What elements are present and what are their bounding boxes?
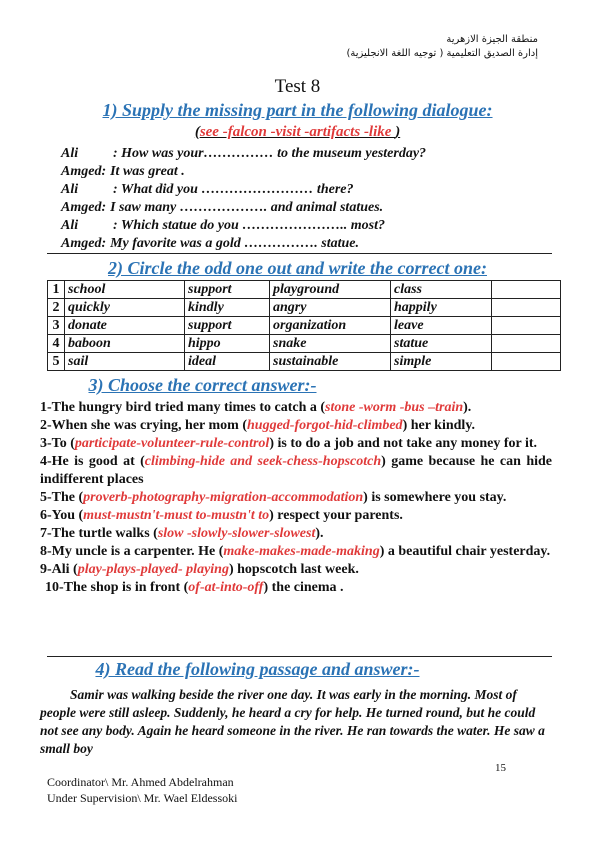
question-item: [40, 399, 552, 417]
question-options[interactable]: play-plays-played- playing: [77, 562, 229, 577]
question-tail: ) respect your parents.: [269, 508, 403, 523]
question-stem: 7-The turtle walks (: [40, 526, 158, 541]
row-number: 1: [48, 281, 65, 299]
dialogue-line: [61, 163, 426, 181]
question-options[interactable]: participate-volunteer-rule-control: [74, 436, 270, 451]
section1-heading: 1) Supply the missing part in the following dialogue:: [102, 100, 493, 120]
question-stem: 1-The hungry bird tried many times to catch a (: [40, 400, 326, 415]
word-cell: donate: [65, 317, 185, 335]
question-stem: 4-He is good at (: [40, 454, 145, 469]
word-cell: playground: [270, 281, 391, 299]
dialogue-line: [61, 199, 426, 217]
table-row: [48, 335, 561, 353]
question-tail: ).: [463, 400, 472, 415]
question-tail: ) her kindly.: [402, 418, 476, 433]
question-options[interactable]: make-makes-made-making: [223, 544, 380, 559]
question-item: [40, 579, 552, 597]
footer-coordinator: Coordinator\ Mr. Ahmed Abdelrahman: [47, 775, 234, 789]
word-cell: support: [185, 281, 270, 299]
answer-cell[interactable]: [492, 317, 561, 335]
table-row: [48, 317, 561, 335]
answer-cell[interactable]: [492, 281, 561, 299]
question-item: [40, 489, 552, 507]
question-stem: 3-To (: [40, 436, 75, 451]
question-tail: ) is to do a job and not take any money for it.: [269, 436, 538, 451]
row-number: 5: [48, 353, 65, 371]
question-stem: 6-You (: [40, 508, 84, 523]
table-row: [48, 299, 561, 317]
odd-one-out-table: [47, 280, 561, 371]
word-cell: angry: [270, 299, 391, 317]
question-options[interactable]: proverb-photography-migration-accommodation: [83, 490, 364, 505]
dialogue-line: [61, 181, 426, 199]
dialogue-text: : What did you …………………… there?: [113, 182, 354, 197]
word-cell: snake: [270, 335, 391, 353]
word-cell: organization: [270, 317, 391, 335]
question-options[interactable]: climbing-hide and seek-chess-hopscotch: [144, 454, 382, 469]
dialogue-speaker: Amged:: [61, 164, 107, 179]
dialogue-text: It was great .: [110, 164, 185, 179]
question-item: [40, 507, 552, 525]
row-number: 2: [48, 299, 65, 317]
section2-heading: 2) Circle the odd one out and write the correct one:: [108, 258, 487, 278]
question-tail: ) game because he can hide indifferent places: [40, 454, 552, 487]
word-cell: baboon: [65, 335, 185, 353]
word-cell: kindly: [185, 299, 270, 317]
question-item: [40, 525, 552, 543]
question-options[interactable]: of-at-into-off: [188, 580, 264, 595]
question-tail: ) is somewhere you stay.: [363, 490, 507, 505]
table-row: [48, 281, 561, 299]
question-options[interactable]: hugged-forgot-hid-climbed: [247, 418, 403, 433]
question-tail: ).: [315, 526, 324, 541]
arabic-header-line2: إدارة الصديق التعليمية ( توجيه اللغة الانجليزية): [346, 48, 538, 59]
question-options[interactable]: slow -slowly-slower-slowest: [157, 526, 316, 541]
dialogue-line: [61, 235, 426, 253]
dialogue-text: My favorite was a gold ……………. statue.: [110, 236, 359, 251]
dialogue-line: [61, 145, 426, 163]
question-stem: 10-The shop is in front (: [45, 580, 189, 595]
word-cell: hippo: [185, 335, 270, 353]
row-number: 3: [48, 317, 65, 335]
dialogue-text: : Which statue do you ………………….. most?: [113, 218, 385, 233]
dialogue-line: [61, 217, 426, 235]
reading-passage: Samir was walking beside the river one day. It was early in the morning. Most of people were still asleep. Suddenly, he heard a cry for help. He turned round, but he could not see any body. Again he heard someone in the river. He ran towards the water. He saw a small boy: [40, 687, 545, 756]
dialogue: [61, 145, 426, 253]
answer-cell[interactable]: [492, 353, 561, 371]
table-row: [48, 353, 561, 371]
dialogue-text: I saw many ………………. and animal statues.: [110, 200, 384, 215]
word-cell: ideal: [185, 353, 270, 371]
section4-heading: 4) Read the following passage and answer:-: [95, 659, 420, 679]
question-item: [40, 417, 552, 435]
word-cell: sustainable: [270, 353, 391, 371]
word-cell: simple: [391, 353, 492, 371]
question-item: [40, 561, 552, 579]
word-cell: class: [391, 281, 492, 299]
arabic-header-line1: منطقة الجيزة الازهرية: [446, 34, 538, 45]
question-item: [40, 435, 552, 453]
answer-cell[interactable]: [492, 335, 561, 353]
dialogue-speaker: Amged:: [61, 236, 107, 251]
word-cell: statue: [391, 335, 492, 353]
footer-supervision: Under Supervision\ Mr. Wael Eldessoki: [47, 791, 238, 805]
word-cell: sail: [65, 353, 185, 371]
word-cell: happily: [391, 299, 492, 317]
question-item: [40, 543, 552, 561]
word-bank: [0, 124, 595, 141]
arabic-header: [346, 33, 538, 61]
question-stem: 2-When she was crying, her mom (: [40, 418, 248, 433]
word-cell: leave: [391, 317, 492, 335]
dialogue-text: : How was your…………… to the museum yesterday?: [113, 146, 427, 161]
page-number: 15: [495, 762, 506, 774]
dialogue-speaker: Ali: [61, 182, 79, 197]
dialogue-speaker: Ali: [61, 146, 79, 161]
word-bank-words: see -falcon -visit -artifacts -like: [199, 124, 396, 140]
dialogue-speaker: Ali: [61, 218, 79, 233]
word-cell: support: [185, 317, 270, 335]
question-options[interactable]: must-mustn't-must to-mustn't to: [83, 508, 270, 523]
page-title: Test 8: [274, 76, 321, 97]
dialogue-speaker: Amged:: [61, 200, 107, 215]
word-cell: quickly: [65, 299, 185, 317]
divider-rule: [47, 656, 552, 657]
question-item: [40, 453, 552, 489]
divider-rule: [47, 253, 552, 254]
word-bank-close: ): [395, 124, 401, 140]
questions-list: [40, 399, 552, 597]
question-tail: ) the cinema .: [263, 580, 344, 595]
question-stem: 9-Ali (: [40, 562, 78, 577]
footer: [47, 774, 237, 806]
word-cell: school: [65, 281, 185, 299]
word-bank-open: (: [194, 124, 200, 140]
question-options[interactable]: stone -worm -bus –train: [325, 400, 464, 415]
question-stem: 8-My uncle is a carpenter. He (: [40, 544, 224, 559]
section3-heading: 3) Choose the correct answer:-: [88, 375, 317, 395]
row-number: 4: [48, 335, 65, 353]
answer-cell[interactable]: [492, 299, 561, 317]
question-tail: ) hopscotch last week.: [228, 562, 359, 577]
question-stem: 5-The (: [40, 490, 84, 505]
question-tail: ) a beautiful chair yesterday.: [379, 544, 551, 559]
